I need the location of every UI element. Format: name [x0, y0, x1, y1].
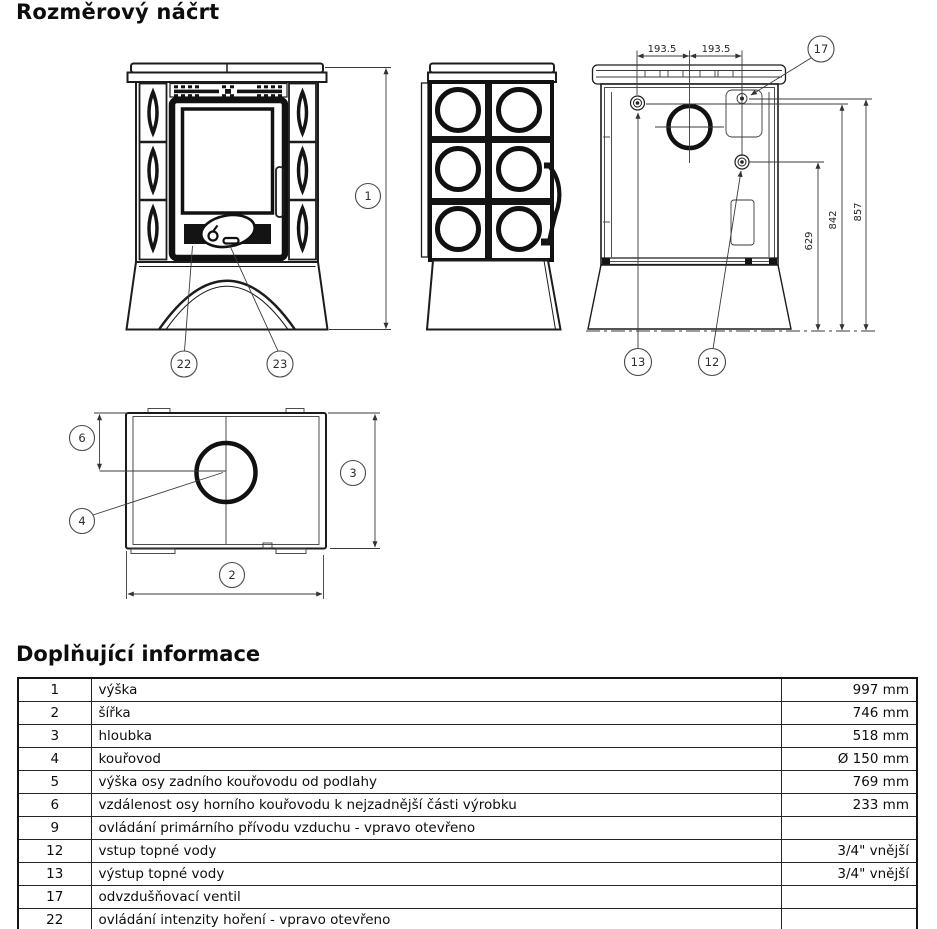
row-label: ovládání intenzity hoření - vpravo otevřeno: [91, 909, 781, 929]
callout-2-label: 2: [228, 568, 236, 583]
table-row: [18, 702, 917, 725]
row-number: 17: [18, 886, 91, 909]
table-row: [18, 771, 917, 794]
row-value: 233 mm: [781, 794, 917, 817]
row-label: ovládání primárního přívodu vzduchu - vpravo otevřeno: [91, 817, 781, 840]
table-row: [18, 840, 917, 863]
row-number: 5: [18, 771, 91, 794]
row-value: [781, 817, 917, 840]
front-right-tile-column: [289, 84, 316, 260]
front-frieze: [170, 84, 287, 98]
dim-193-right: 193.5: [701, 44, 731, 55]
table-row: [18, 794, 917, 817]
callout-4-label: 4: [78, 514, 86, 529]
row-label: šířka: [91, 702, 781, 725]
additional-info-table: [17, 677, 918, 929]
row-value: [781, 886, 917, 909]
dim-629: 629: [804, 231, 815, 251]
row-label: kouřovod: [91, 748, 781, 771]
row-label: vzdálenost osy horního kouřovodu k nejzadnější části výrobku: [91, 794, 781, 817]
callout-13-label: 13: [630, 355, 646, 370]
row-label: odvzdušňovací ventil: [91, 886, 781, 909]
section-title: Doplňující informace: [16, 642, 261, 666]
dim-193-left: 193.5: [647, 44, 677, 55]
row-number: 9: [18, 817, 91, 840]
callout-1-label: 1: [364, 189, 372, 204]
rear-view: [586, 36, 877, 376]
dim-842: 842: [828, 210, 839, 230]
front-left-tile-column: [140, 84, 167, 260]
page-title: Rozměrový náčrt: [16, 0, 220, 24]
callout-17-label: 17: [813, 42, 829, 57]
row-label: hloubka: [91, 725, 781, 748]
row-value: 3/4" vnější: [781, 840, 917, 863]
table-row: [18, 886, 917, 909]
front-door: [172, 100, 285, 258]
row-number: 1: [18, 678, 91, 702]
side-base: [427, 261, 561, 330]
front-base: [127, 262, 328, 330]
row-label: výstup topné vody: [91, 863, 781, 886]
door-glass: [183, 109, 273, 213]
row-value: 746 mm: [781, 702, 917, 725]
callout-3-label: 3: [349, 466, 357, 481]
row-number: 22: [18, 909, 91, 929]
side-view: [422, 64, 561, 330]
row-number: 3: [18, 725, 91, 748]
row-number: 12: [18, 840, 91, 863]
row-value: 518 mm: [781, 725, 917, 748]
row-label: výška osy zadního kouřovodu od podlahy: [91, 771, 781, 794]
table-row: [18, 748, 917, 771]
table-row: [18, 678, 917, 702]
callout-23-label: 23: [272, 357, 288, 372]
dim-857: 857: [853, 202, 864, 222]
row-number: 13: [18, 863, 91, 886]
callout-6-label: 6: [78, 431, 86, 446]
row-number: 6: [18, 794, 91, 817]
table-row: [18, 909, 917, 929]
front-view: [127, 64, 392, 378]
row-value: 997 mm: [781, 678, 917, 702]
row-value: 769 mm: [781, 771, 917, 794]
table-row: [18, 863, 917, 886]
row-label: vstup topné vody: [91, 840, 781, 863]
row-number: 2: [18, 702, 91, 725]
row-value: [781, 909, 917, 929]
top-view: [70, 409, 381, 600]
row-value: 3/4" vnější: [781, 863, 917, 886]
door-front-edge: [422, 83, 429, 257]
rear-base: [588, 265, 791, 329]
row-number: 4: [18, 748, 91, 771]
table-row: [18, 817, 917, 840]
row-label: výška: [91, 678, 781, 702]
row-value: Ø 150 mm: [781, 748, 917, 771]
callout-12-label: 12: [704, 355, 720, 370]
callout-22-label: 22: [176, 357, 192, 372]
table-row: [18, 725, 917, 748]
